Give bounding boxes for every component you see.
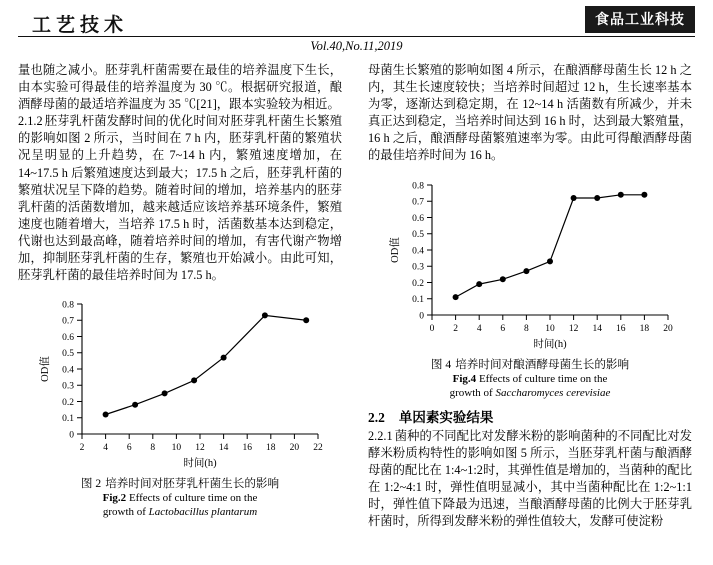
svg-text:18: 18 <box>639 323 650 334</box>
svg-text:22: 22 <box>313 443 323 454</box>
svg-text:18: 18 <box>266 443 276 454</box>
svg-text:14: 14 <box>218 443 229 454</box>
svg-text:0.6: 0.6 <box>62 333 74 344</box>
svg-text:0: 0 <box>69 430 74 441</box>
svg-text:2: 2 <box>79 443 85 454</box>
figure-2-en-prefix: growth of <box>102 506 149 519</box>
figure-4-caption-en-line1 <box>368 372 692 386</box>
svg-text:0.4: 0.4 <box>412 245 424 256</box>
section-2-2-number: 2.2 <box>368 409 385 425</box>
figure-2-species-name: Lactobacillus plantarum <box>148 506 258 519</box>
header-divider <box>18 36 695 37</box>
figure-4-title-cn: 培养时间对酿酒酵母菌生长的影响 <box>455 357 630 371</box>
section-number: 2.1.2 <box>18 114 43 129</box>
svg-text:0.3: 0.3 <box>412 262 424 273</box>
svg-text:0.3: 0.3 <box>62 381 74 392</box>
svg-text:0.6: 0.6 <box>412 213 424 224</box>
figure-4-species-name: Saccharomyces cerevisiae <box>495 386 611 399</box>
figure-4-xlabel: 时间(h) <box>533 338 567 350</box>
journal-logo: 食品工业科技 <box>585 6 695 33</box>
figure-2-number-en: Fig.2 <box>102 492 127 505</box>
svg-text:16: 16 <box>242 443 252 454</box>
svg-text:6: 6 <box>126 443 132 454</box>
svg-text:0.1: 0.1 <box>62 414 74 425</box>
figure-2-ylabel: OD值 <box>40 356 51 383</box>
section-heading-2-2-1 <box>368 428 692 531</box>
right-column <box>368 62 692 530</box>
svg-text:0: 0 <box>419 311 424 322</box>
svg-text:12: 12 <box>195 443 205 454</box>
left-column <box>18 62 342 530</box>
section-title: 胚芽乳杆菌发酵时间的优化 <box>44 114 194 129</box>
svg-text:0.8: 0.8 <box>412 180 424 191</box>
svg-text:4: 4 <box>476 323 482 334</box>
figure-2-title-cn: 培养时间对胚芽乳杆菌生长的影响 <box>105 477 280 491</box>
right-paragraph-1: 母菌生长繁殖的影响如图 4 所示，在酿酒酵母菌生长 12 h 之内，其生长速度较快；当培养时间超过 12 h，生长速率基本为零，逐渐达到稳定期，在 12~14 h 活菌数有所减少，并未真正达到稳定，当培养时间达到 16 h 时，达到最大繁殖量，16 h 之后，酿酒酵母菌繁殖速率为零。由此可得酿酒酵母菌的最佳培养时间为 16 h。 <box>368 63 692 163</box>
svg-text:20: 20 <box>289 443 300 454</box>
figure-2-plot <box>18 294 342 472</box>
svg-text:0.5: 0.5 <box>412 229 424 240</box>
figure-2-caption-en-line2 <box>18 505 342 519</box>
svg-text:0.2: 0.2 <box>412 278 424 289</box>
figure-2-xlabel: 时间(h) <box>183 458 217 470</box>
figure-4-title-en: Effects of culture time on the <box>478 372 608 385</box>
figure-4-caption-en-line2 <box>368 386 692 400</box>
svg-text:8: 8 <box>524 323 529 334</box>
section-2-2-1-number: 2.2.1 <box>368 428 393 443</box>
volume-issue-line: Vol.40,No.11,2019 <box>310 39 403 53</box>
figure-4-en-prefix: growth of <box>449 386 496 399</box>
svg-text:0: 0 <box>429 323 435 334</box>
section-heading-2-2 <box>368 406 692 426</box>
header-section-title: 工艺技术 <box>32 15 129 36</box>
svg-text:10: 10 <box>171 443 182 454</box>
figure-4-plot <box>368 175 692 353</box>
svg-text:14: 14 <box>592 323 602 334</box>
figure-4-ylabel: OD值 <box>390 236 401 263</box>
svg-text:0.7: 0.7 <box>412 197 424 208</box>
svg-text:16: 16 <box>616 323 626 334</box>
section-2-2-1-title: 菌种的不同配比对发酵米粉的影响 <box>394 428 581 443</box>
svg-text:4: 4 <box>103 443 108 454</box>
svg-text:6: 6 <box>500 323 506 334</box>
section-2-2-1-body: 菌种的不同配比对发酵米粉质构特性的影响如图 5 所示，当胚芽乳杆菌与酿酒酵母菌的配比在 1:4~1:2时，其弹性值是增加的，当菌种的配比在 1:2~4:1 时，弹性值明显减小，其中当菌种配比在 1:2~1:1 时，弹性值下降最为迅速，当酿酒酵母菌的比例大于胚芽乳杆菌时，所得到发酵米粉的弹性值较大，发酵可使淀粉 <box>368 428 692 529</box>
svg-text:0.5: 0.5 <box>62 349 74 360</box>
figure-4 <box>368 175 692 400</box>
section-heading-2-1-2 <box>18 113 342 284</box>
svg-text:0.7: 0.7 <box>62 316 74 327</box>
figure-4-chart <box>368 175 692 353</box>
section-2-2-title: 单因素实验结果 <box>398 409 494 425</box>
figure-2 <box>18 294 342 519</box>
svg-text:10: 10 <box>545 323 555 334</box>
svg-text:8: 8 <box>150 443 156 454</box>
left-paragraph-1: 量也随之减小。胚芽乳杆菌需要在最佳的培养温度下生长，由本实验可得最佳的培养温度为 30 ℃。根据研究报道，酿酒酵母菌的最适培养温度为 35 ℃[21]，跟本实验较为相近。 <box>18 63 342 112</box>
figure-2-title-en: Effects of culture time on the <box>128 492 258 505</box>
svg-text:20: 20 <box>663 323 673 334</box>
svg-text:0.4: 0.4 <box>62 365 74 376</box>
two-column-body <box>18 62 695 530</box>
figure-2-number-cn: 图 2 <box>80 477 102 491</box>
figure-4-number-en: Fig.4 <box>452 372 477 385</box>
figure-2-caption-cn <box>18 476 342 491</box>
figure-4-caption-cn <box>368 357 692 372</box>
svg-text:12: 12 <box>568 323 579 334</box>
svg-text:0.8: 0.8 <box>62 300 74 311</box>
section-body-2-1-2: 时间对胚芽乳杆菌生长繁殖的影响如图 2 所示，当时间在 7 h 内，胚芽乳杆菌的繁殖状况呈明显的上升趋势，在 7~14 h 内，繁殖速度增加，在 14~17.5 h 后繁殖速度达到最大；17.5 h 之后，胚芽乳杆菌的繁殖状况呈下降的趋势。随着时间的增加，培养基内的胚芽乳杆菌的活菌数增加，越来越适应该培养基环境条件，繁殖速度也随着增大，当培养 17.5 h 时，活菌数基本达到稳定，代谢也达到最高峰，随着培养时间的增加，有害代谢产物增加，抑制胚芽乳杆菌的生存，繁殖也开始减小。由此可知，胚芽乳杆菌的最佳培养时间为 17.5 h。 <box>18 114 342 283</box>
figure-2-caption-en-line1 <box>18 491 342 505</box>
figure-2-chart <box>18 294 342 472</box>
svg-text:0.1: 0.1 <box>412 294 424 305</box>
svg-text:0.2: 0.2 <box>62 398 74 409</box>
svg-text:2: 2 <box>453 323 458 334</box>
page-header <box>18 6 695 53</box>
figure-4-number-cn: 图 4 <box>430 357 452 371</box>
